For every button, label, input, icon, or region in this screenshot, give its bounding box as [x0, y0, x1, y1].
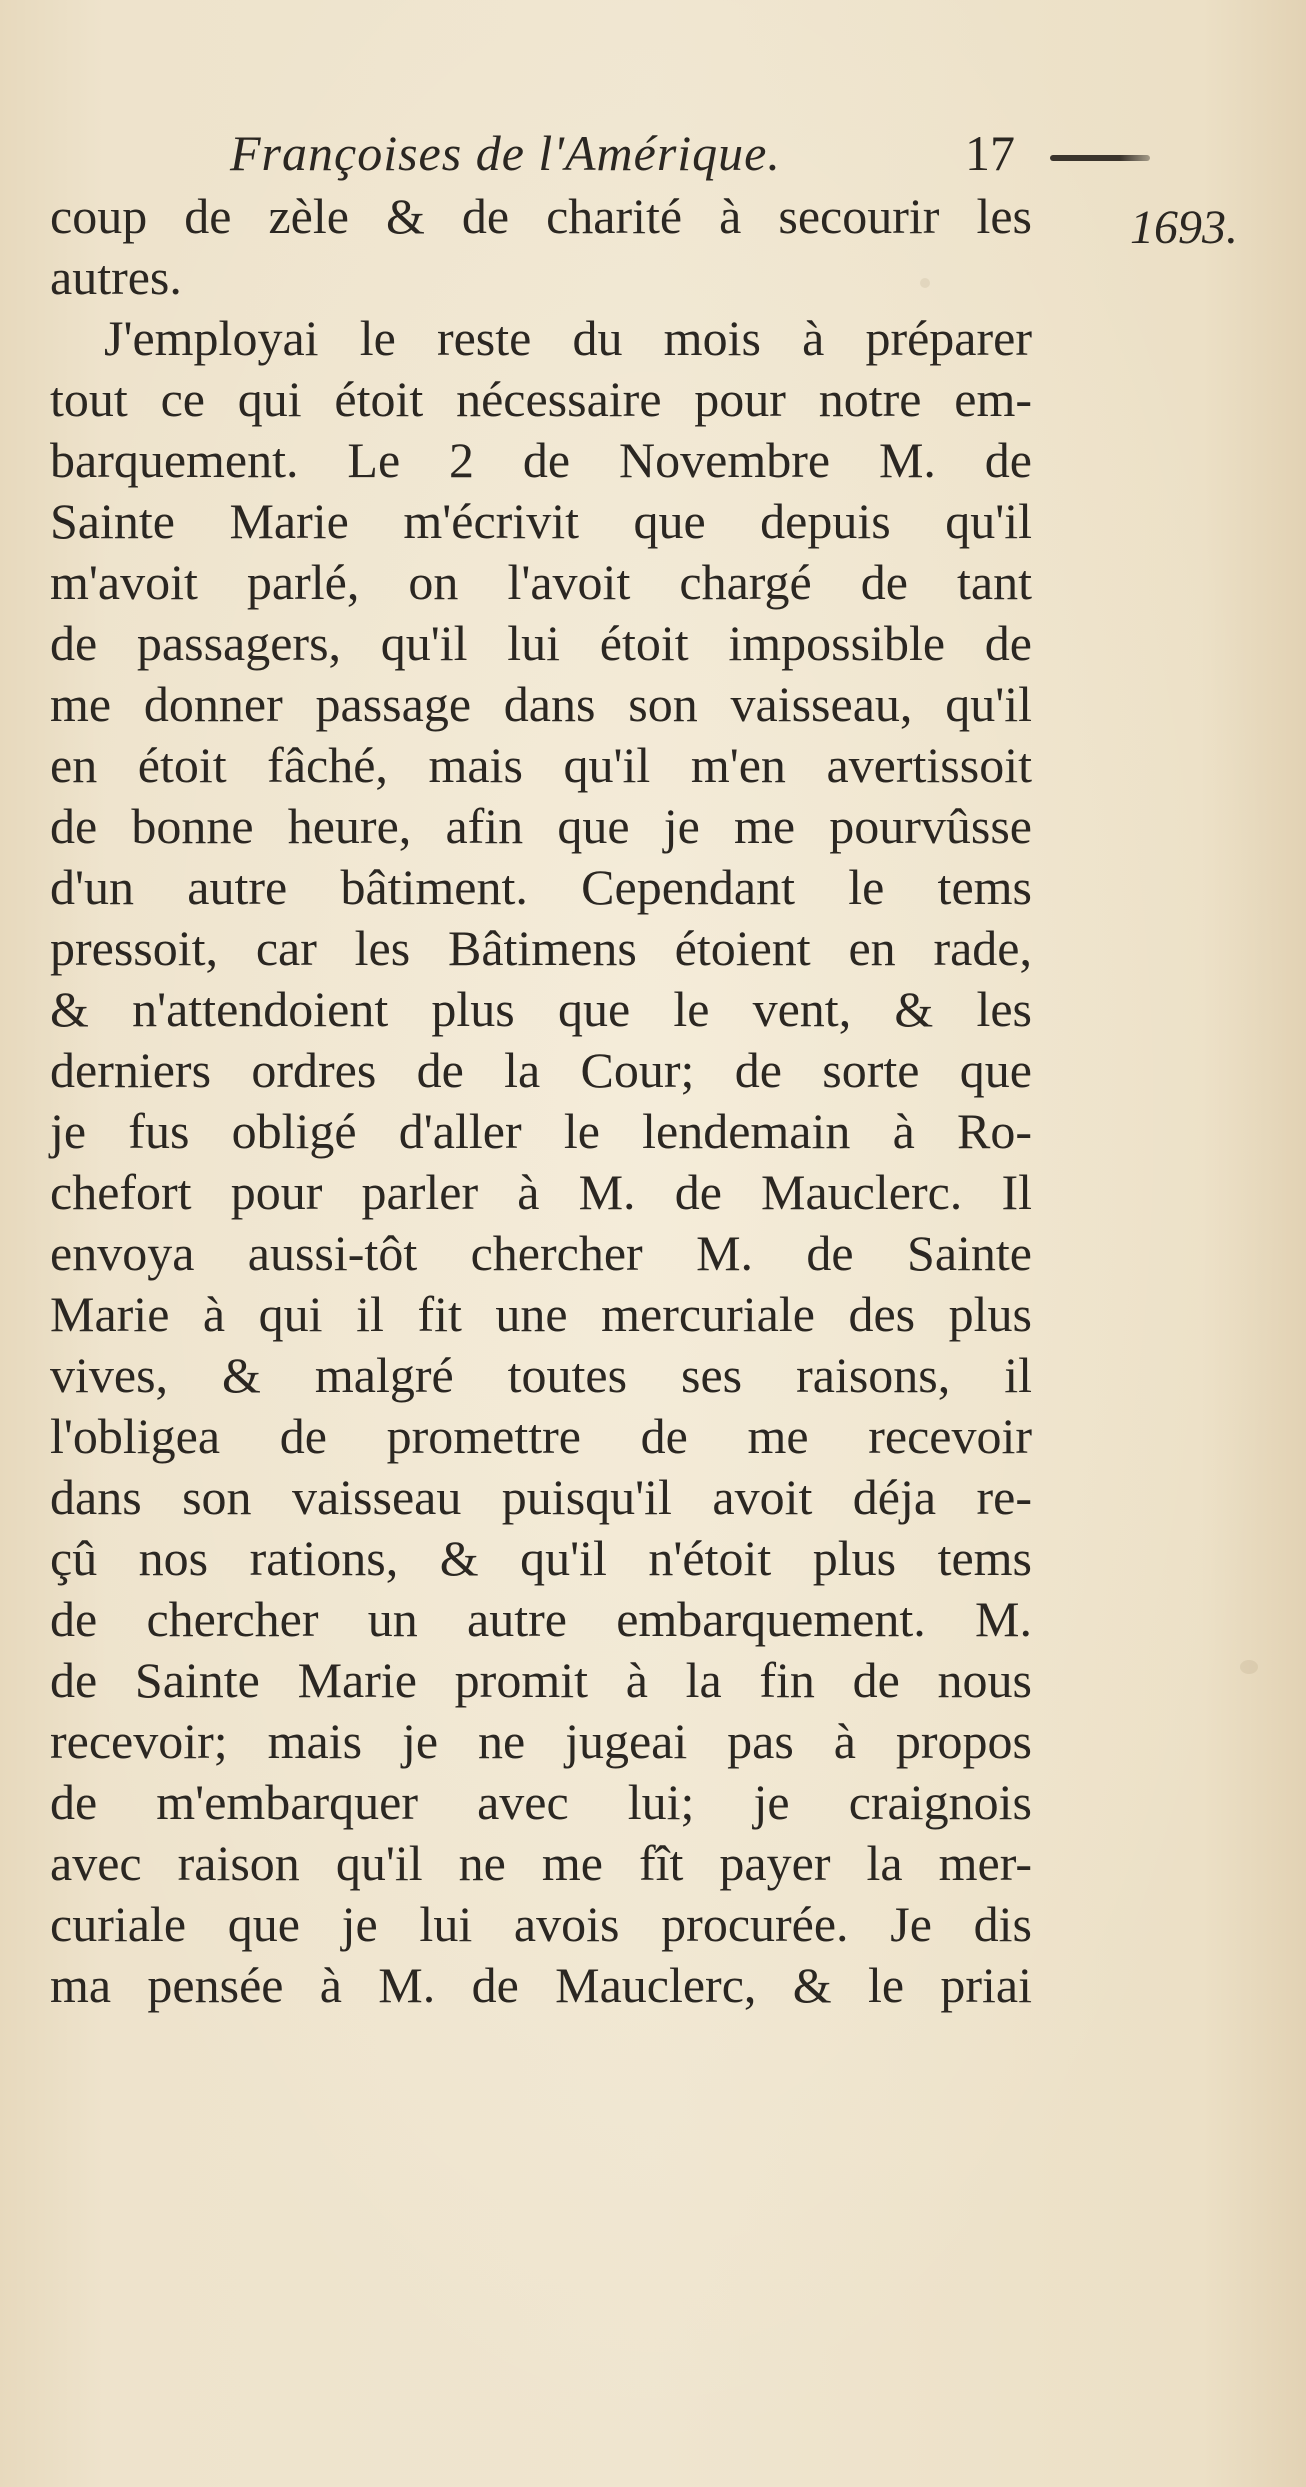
text-line: de bonne heure, afin que je me pourvûsse [50, 798, 1032, 854]
text-line: de chercher un autre embarquement. M. [50, 1591, 1032, 1647]
text-line: avec raison qu'il ne me fît payer la mer- [50, 1835, 1032, 1891]
margin-year-note: 1693. [1130, 201, 1238, 254]
text-line: l'obligea de promettre de me recevoir [50, 1408, 1032, 1464]
text-line: Sainte Marie m'écrivit que depuis qu'il [50, 493, 1032, 549]
text-line: pressoit, car les Bâtimens étoient en rade, [50, 920, 1032, 976]
text-line: çû nos rations, & qu'il n'étoit plus tems [50, 1530, 1032, 1586]
text-line: vives, & malgré toutes ses raisons, il [50, 1347, 1032, 1403]
text-line: de m'embarquer avec lui; je craignois [50, 1774, 1032, 1830]
running-title: Françoises de l'Amérique. [230, 125, 781, 181]
running-head [230, 124, 1050, 194]
text-line: me donner passage dans son vaisseau, qu'il [50, 676, 1032, 732]
text-line: & n'attendoient plus que le vent, & les [50, 981, 1032, 1037]
text-line: curiale que je lui avois procurée. Je dis [50, 1896, 1032, 1952]
text-line: en étoit fâché, mais qu'il m'en avertissoit [50, 737, 1032, 793]
text-line: envoya aussi-tôt chercher M. de Sainte [50, 1225, 1032, 1281]
text-line: m'avoit parlé, on l'avoit chargé de tant [50, 554, 1032, 610]
paper-spot [1240, 1660, 1258, 1674]
text-line: barquement. Le 2 de Novembre M. de [50, 432, 1032, 488]
text-line: derniers ordres de la Cour; de sorte que [50, 1042, 1032, 1098]
text-line: de passagers, qu'il lui étoit impossible de [50, 615, 1032, 671]
text-line: ma pensée à M. de Mauclerc, & le priai [50, 1957, 1032, 2013]
text-line: chefort pour parler à M. de Mauclerc. Il [50, 1164, 1032, 1220]
header-rule-ornament [1050, 155, 1150, 161]
text-line: je fus obligé d'aller le lendemain à Ro- [50, 1103, 1032, 1159]
text-line: J'employai le reste du mois à préparer [104, 310, 1032, 366]
text-line: Marie à qui il fit une mercuriale des plus [50, 1286, 1032, 1342]
text-line: recevoir; mais je ne jugeai pas à propos [50, 1713, 1032, 1769]
body-text [50, 186, 1032, 2016]
text-line: tout ce qui étoit nécessaire pour notre em- [50, 371, 1032, 427]
text-line: dans son vaisseau puisqu'il avoit déja re- [50, 1469, 1032, 1525]
text-line: de Sainte Marie promit à la fin de nous [50, 1652, 1032, 1708]
text-line: d'un autre bâtiment. Cependant le tems [50, 859, 1032, 915]
page-number: 17 [965, 125, 1015, 181]
text-line: autres. [50, 249, 182, 305]
text-line: coup de zèle & de charité à secourir les [50, 188, 1032, 244]
